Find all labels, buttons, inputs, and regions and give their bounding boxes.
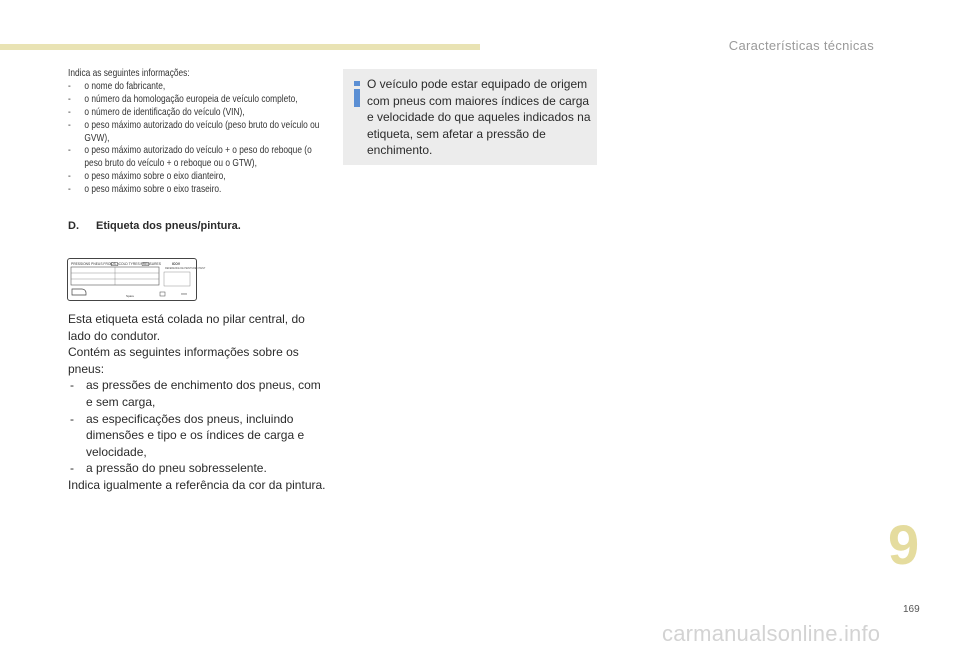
paragraph: Contém as seguintes informações sobre os pneus:: [68, 345, 299, 376]
list-item: - o número da homologação europeia de veículo completo,: [68, 94, 330, 107]
list-item: - o nome do fabricante,: [68, 81, 330, 94]
spare-label: Spare: [126, 294, 135, 298]
tyre-label-illustration: [67, 258, 206, 301]
paint-code-box: [164, 272, 190, 286]
watermark: carmanualsonline.info: [662, 621, 881, 646]
list-item: - o peso máximo autorizado do veículo (peso bruto do veículo ou GVW),: [68, 120, 330, 146]
section-heading: [68, 220, 241, 232]
tyre-label-header: PRESSIONS PNEUS FROIDS / COLD TYRES PRESSURES: [71, 262, 161, 266]
list-item: - o peso máximo autorizado do veículo + o peso do reboque (o peso bruto do veículo + o reboque ou o GTW),: [68, 145, 330, 171]
list-item: - o peso máximo sobre o eixo traseiro.: [68, 184, 330, 197]
tyre-label-right-sub: REFERENCE DE PEINTURE / PAINT: [165, 267, 206, 270]
page-header-title: Características técnicas: [728, 38, 874, 53]
list-item: - o número de identificação do veículo (VIN),: [68, 107, 330, 120]
list-item: - o peso máximo sobre o eixo dianteiro,: [68, 171, 330, 184]
info-note-box: [343, 69, 597, 165]
intro-block: [68, 68, 330, 197]
tyre-label-description: [68, 311, 330, 494]
tyre-symbol-icon: [160, 292, 165, 296]
list-item: - a pressão do pneu sobresselente.: [68, 460, 330, 477]
section-letter: D.: [68, 220, 79, 232]
spare-wheel-icon: [72, 289, 86, 295]
paragraph: Esta etiqueta está colada no pilar central, do lado do condutor.: [68, 312, 305, 343]
tyre-label-right-header: ICOV: [172, 262, 181, 266]
page-number: 169: [903, 604, 920, 615]
intro-lead: Indica as seguintes informações:: [68, 68, 190, 79]
paint-code: XXX: [181, 292, 188, 296]
section-title: Etiqueta dos pneus/pintura.: [96, 220, 241, 232]
info-note-text: O veículo pode estar equipado de origem com pneus com maiores índices de carga e velocidade do que aqueles indicados na etiqueta, sem afetar a pressão de enchimento.: [367, 77, 591, 158]
chapter-number: 9: [888, 513, 920, 576]
tyre-info-list: [68, 377, 330, 477]
header-accent-bar: [0, 44, 480, 50]
list-item: - as especificações dos pneus, incluindo dimensões e tipo e os índices de carga e velocidade,: [68, 411, 330, 461]
intro-list: [68, 81, 330, 197]
list-item: - as pressões de enchimento dos pneus, com e sem carga,: [68, 377, 330, 410]
info-icon: [351, 81, 363, 107]
paragraph: Indica igualmente a referência da cor da pintura.: [68, 477, 326, 492]
tyre-label-drawing: [68, 259, 206, 300]
